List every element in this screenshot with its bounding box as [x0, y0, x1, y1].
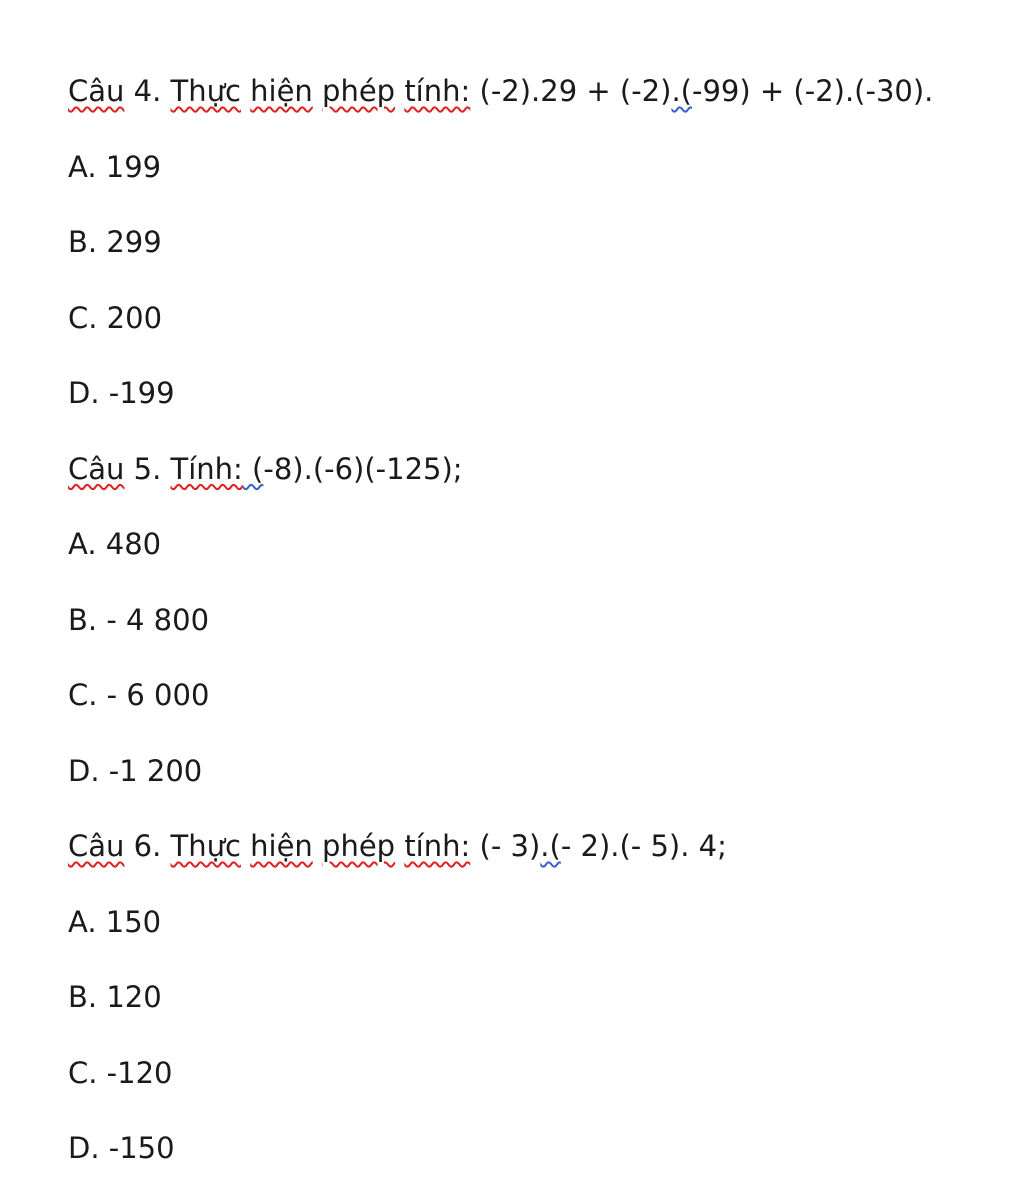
option-a: A. 150: [68, 904, 162, 939]
option-c: C. -120: [68, 1055, 173, 1090]
option-a: A. 480: [68, 527, 162, 561]
option-d: D. -1 200: [68, 753, 203, 788]
option-d: D. -150: [68, 1131, 175, 1165]
option-b: B. 120: [68, 980, 162, 1014]
misspelled-word: Thực: [170, 829, 241, 863]
question-6: [68, 825, 1024, 901]
question-expression: (-2).29 + (-2): [470, 74, 672, 108]
question-expression: -8).(-6)(-125);: [263, 451, 463, 486]
misspelled-word: hiện: [250, 74, 313, 108]
misspelled-word: tính:: [404, 74, 471, 108]
grammar-flag: .(: [671, 74, 692, 108]
misspelled-word: Câu: [68, 74, 125, 108]
misspelled-word: Thực: [170, 74, 241, 108]
question-number: 5.: [124, 451, 171, 486]
question-5: [68, 448, 1024, 524]
question-expression: (- 3): [470, 829, 541, 863]
misspelled-word: phép: [322, 74, 396, 108]
option-a: A. 199: [68, 149, 162, 184]
misspelled-word: hiện: [250, 829, 313, 863]
question-number: 4.: [124, 74, 171, 108]
grammar-flag: (: [242, 451, 264, 486]
question-expression: -99) + (-2).(-30).: [692, 74, 934, 108]
question-expression: - 2).(- 5). 4;: [560, 829, 727, 863]
misspelled-word: phép: [322, 829, 396, 863]
misspelled-word: Tính:: [170, 451, 243, 486]
question-number: 6.: [124, 829, 171, 863]
option-c: C. - 6 000: [68, 678, 210, 712]
misspelled-word: tính:: [404, 829, 471, 863]
question-4: [68, 70, 1024, 146]
grammar-flag: .(: [540, 829, 561, 863]
option-c: C. 200: [68, 300, 163, 335]
option-b: B. - 4 800: [68, 602, 210, 637]
option-d: D. -199: [68, 376, 175, 410]
option-b: B. 299: [68, 225, 162, 259]
misspelled-word: Câu: [68, 451, 125, 486]
misspelled-word: Câu: [68, 829, 125, 863]
